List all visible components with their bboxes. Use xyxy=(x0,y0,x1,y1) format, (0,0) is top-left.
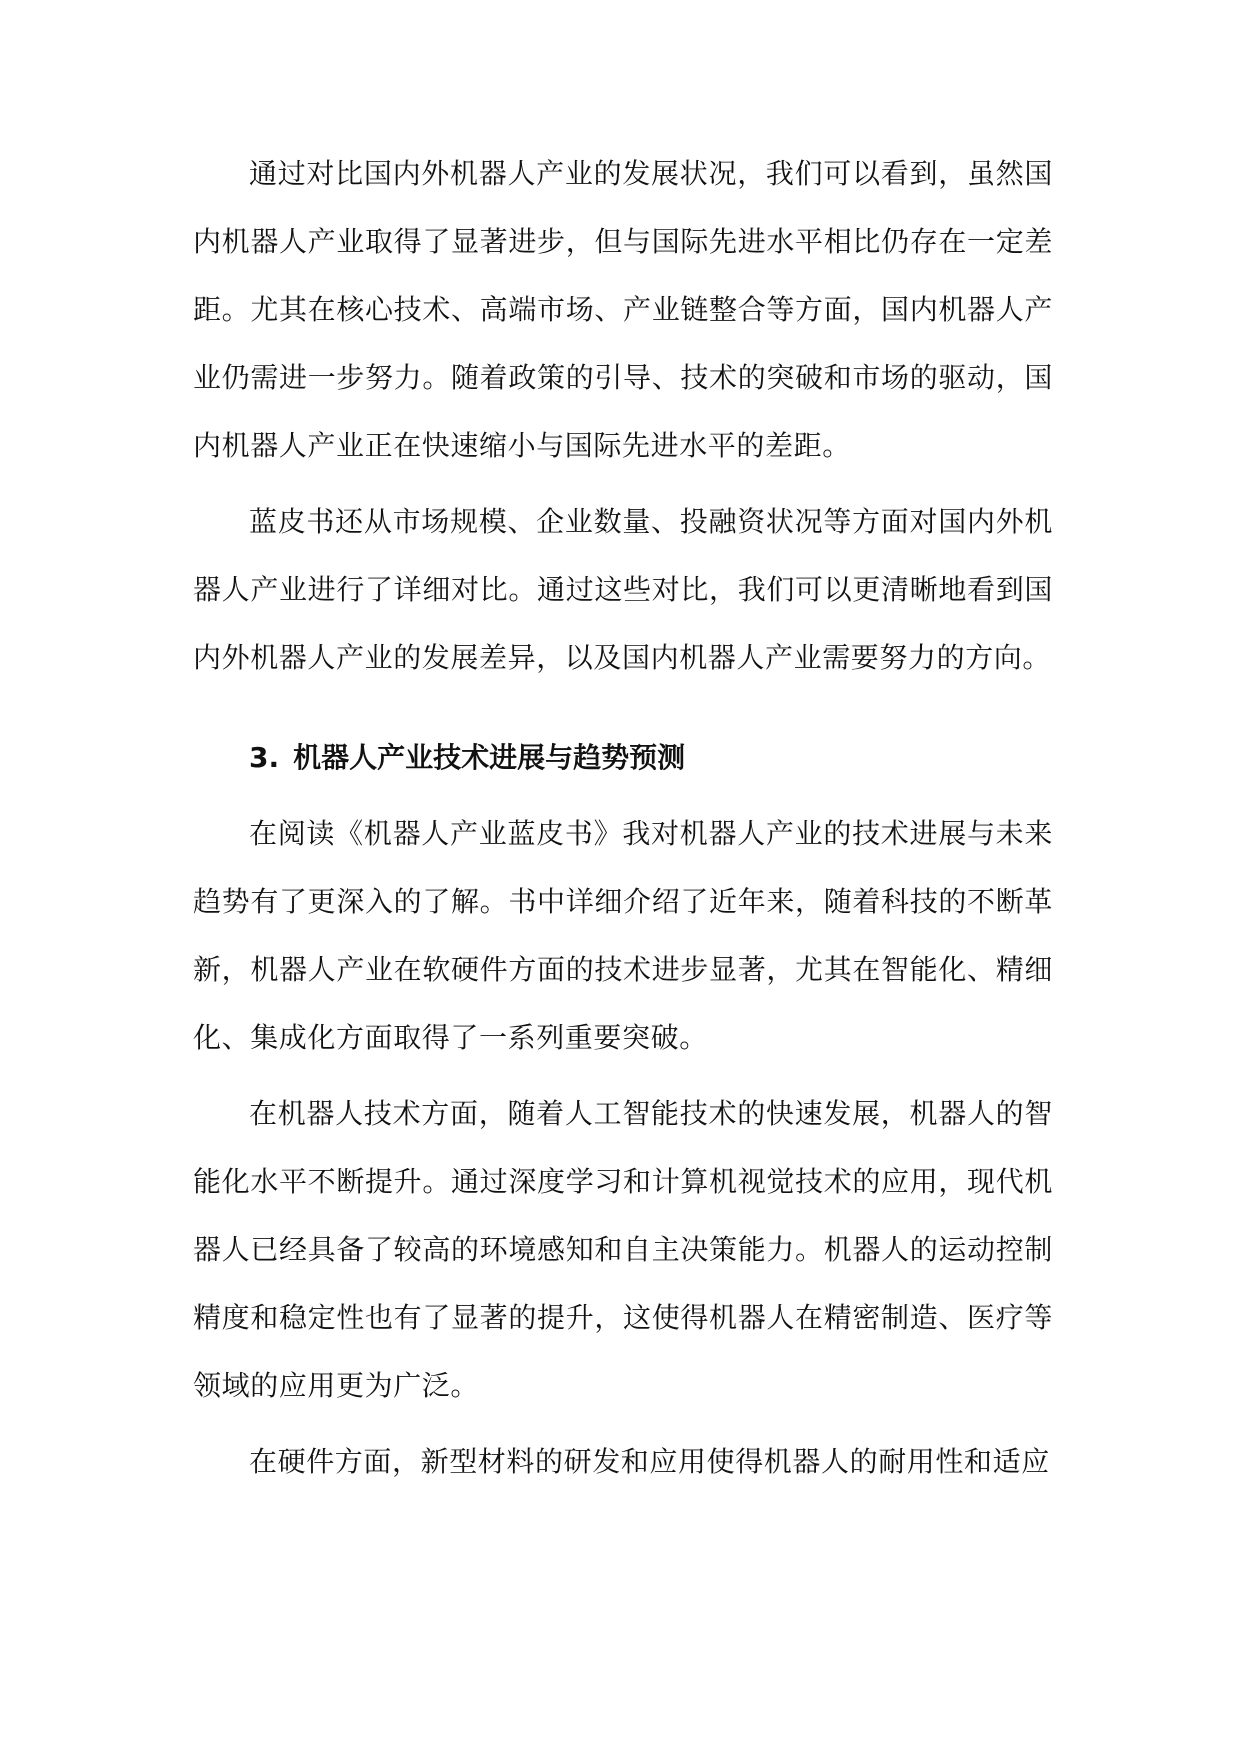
section-title: 机器人产业技术进展与趋势预测 xyxy=(293,741,686,774)
paragraph-comparison-summary: 通过对比国内外机器人产业的发展状况，我们可以看到，虽然国内机器人产业取得了显著进步，但与国际先进水平相比仍存在一定差距。尤其在核心技术、高端市场、产业链整合等方面，国内机器人产业仍需进一步努力。随着政策的引导、技术的突破和市场的驱动，国内机器人产业正在快速缩小与国际先进水平的差距。 xyxy=(193,157,1053,462)
section-heading xyxy=(193,724,1053,792)
paragraph-tech-progress-intro: 在阅读《机器人产业蓝皮书》我对机器人产业的技术进展与未来趋势有了更深入的了解。书中详细介绍了近年来，随着科技的不断革新，机器人产业在软硬件方面的技术进步显著，尤其在智能化、精细化、集成化方面取得了一系列重要突破。 xyxy=(193,817,1053,1054)
paragraph-bluebook-comparison: 蓝皮书还从市场规模、企业数量、投融资状况等方面对国内外机器人产业进行了详细对比。通过这些对比，我们可以更清晰地看到国内外机器人产业的发展差异，以及国内机器人产业需要努力的方向。 xyxy=(193,505,1053,674)
paragraph-hardware: 在硬件方面，新型材料的研发和应用使得机器人的耐用性和适应 xyxy=(249,1445,1050,1478)
paragraph-robot-technology: 在机器人技术方面，随着人工智能技术的快速发展，机器人的智能化水平不断提升。通过深度学习和计算机视觉技术的应用，现代机器人已经具备了较高的环境感知和自主决策能力。机器人的运动控制精度和稳定性也有了显著的提升，这使得机器人在精密制造、医疗等领域的应用更为广泛。 xyxy=(193,1097,1053,1402)
section-number: 3. xyxy=(249,741,280,774)
document-page xyxy=(193,140,1053,1504)
